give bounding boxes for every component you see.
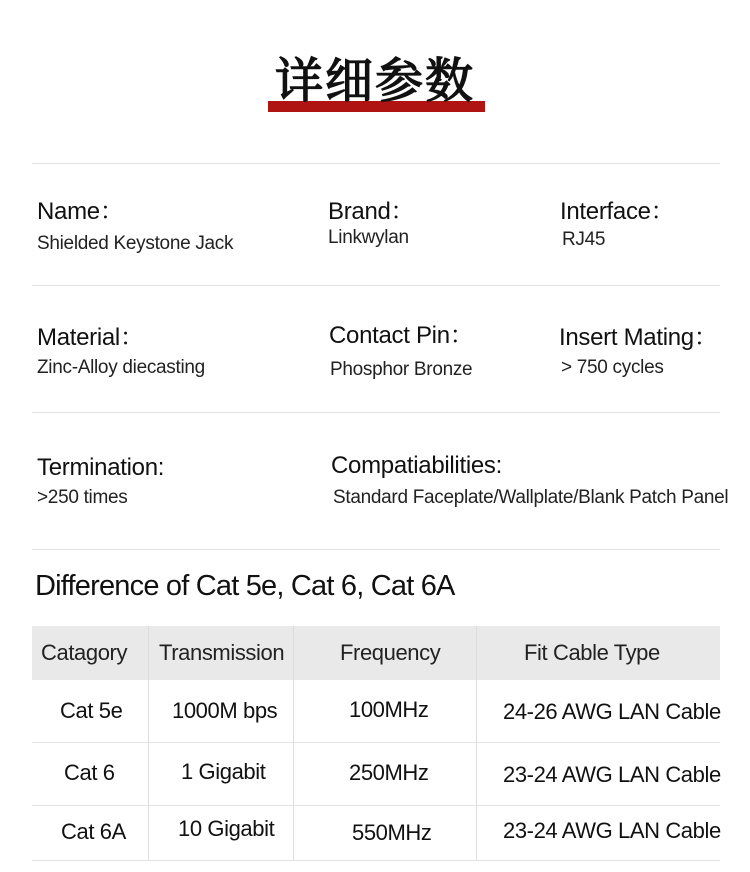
table-cell: 23-24 AWG LAN Cable <box>503 762 721 787</box>
table-cell: 250MHz <box>349 760 429 785</box>
table-cell: Cat 6A <box>61 819 126 844</box>
spec-label-termination: Termination: <box>37 454 165 481</box>
spec-label-compatibilities: Compatiabilities: <box>331 452 502 479</box>
spec-value-name: Shielded Keystone Jack <box>37 233 234 254</box>
spec-label-contact-pin: Contact Pin： <box>329 322 474 349</box>
spec-value-termination: >250 times <box>37 487 128 508</box>
header-fit-cable-type: Fit Cable Type <box>524 640 660 665</box>
header-transmission: Transmission <box>159 640 285 665</box>
spec-label-interface: Interface： <box>560 198 675 225</box>
header-category: Catagory <box>41 640 128 665</box>
column-divider <box>476 626 477 861</box>
column-divider <box>148 626 149 861</box>
divider <box>32 285 720 286</box>
column-divider <box>293 626 294 861</box>
spec-value-insert-mating: > 750 cycles <box>561 357 664 378</box>
table-cell: 550MHz <box>352 820 432 845</box>
spec-value-compatibilities: Standard Faceplate/Wallplate/Blank Patch Panel <box>333 487 729 508</box>
title-container <box>0 52 750 110</box>
row-divider <box>32 860 720 861</box>
table-cell: Cat 6 <box>64 760 115 785</box>
spec-value-brand: Linkwylan <box>328 227 409 248</box>
table-cell: 10 Gigabit <box>178 816 275 841</box>
spec-label-name: Name： <box>37 198 124 225</box>
table-cell: 1 Gigabit <box>181 759 266 784</box>
divider <box>32 412 720 413</box>
page-title: 详细参数 <box>274 53 475 109</box>
table-cell: Cat 5e <box>60 698 123 723</box>
spec-label-brand: Brand： <box>328 198 415 225</box>
row-divider <box>32 805 720 806</box>
spec-value-contact-pin: Phosphor Bronze <box>330 359 473 380</box>
header-frequency: Frequency <box>340 640 441 665</box>
divider <box>32 163 720 164</box>
divider <box>32 549 720 550</box>
spec-value-material: Zinc-Alloy diecasting <box>37 357 205 378</box>
spec-label-material: Material： <box>37 324 144 351</box>
comparison-title: Difference of Cat 5e, Cat 6, Cat 6A <box>35 570 455 602</box>
spec-value-interface: RJ45 <box>562 229 606 250</box>
table-cell: 24-26 AWG LAN Cable <box>503 699 721 724</box>
row-divider <box>32 742 720 743</box>
table-cell: 23-24 AWG LAN Cable <box>503 818 721 843</box>
spec-label-insert-mating: Insert Mating： <box>559 324 718 351</box>
table-cell: 100MHz <box>349 697 429 722</box>
table-cell: 1000M bps <box>172 698 278 723</box>
